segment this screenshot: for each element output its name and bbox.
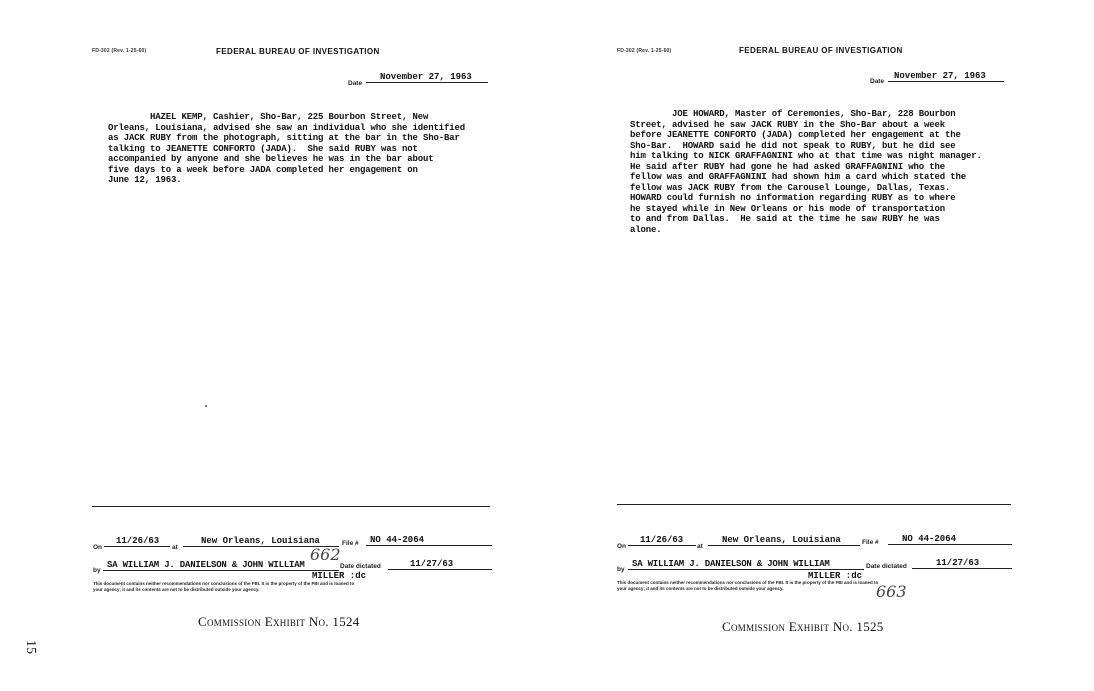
speck-mark	[205, 405, 207, 407]
interview-body: HAZEL KEMP, Cashier, Sho-Bar, 225 Bourbon Street, New Orleans, Louisiana, advised she saw an individual who she identified as JACK RUBY from the photograph, sitting at the bar in the Sho-Bar talking to JEANETTE CONFORTO (JADA). She said RUBY was not accompanied by anyone and she believes he was in the bar about five days to a week before JADA completed her engagement on June 12, 1963.	[108, 112, 466, 185]
dictated-label: Date dictated	[866, 563, 907, 570]
file-label: File #	[862, 539, 879, 546]
file-number: NO 44-2064	[366, 535, 492, 546]
at-label: at	[172, 544, 178, 551]
file-label: File #	[342, 540, 359, 547]
agency-header: FEDERAL BUREAU OF INVESTIGATION	[739, 46, 903, 55]
by-label: by	[93, 567, 101, 574]
date-label: Date	[870, 78, 885, 85]
dictated-label: Date dictated	[340, 563, 381, 570]
dictated-date: 11/27/63	[912, 558, 1012, 569]
interview-location: New Orleans, Louisiana	[183, 536, 339, 547]
footnote-line-2: your agency; it and its contents are not to be distributed outside your agency.	[93, 587, 260, 592]
handwritten-page-number: 663	[876, 582, 907, 601]
footnote-line-1: This document contains neither recommendations nor conclusions of the FBI. It is the property of the FBI and is loaned to	[617, 580, 879, 585]
interview-date: 11/26/63	[628, 535, 696, 546]
footnote-line-2: your agency; it and its contents are not to be distributed outside your agency.	[617, 586, 784, 591]
divider-line	[92, 506, 490, 507]
file-number: NO 44-2064	[888, 534, 1012, 545]
report-date: November 27, 1963	[888, 71, 1004, 82]
form-code: FD-302 (Rev. 1-25-60)	[617, 48, 672, 54]
interview-body: JOE HOWARD, Master of Ceremonies, Sho-Bar, 228 Bourbon Street, advised he saw JACK RUBY in the Sho-Bar about a week before JEANETTE CONFORTO (JADA) completed her engagement at the Sho-Bar. HOWARD said he did not speak to RUBY, but he did see him talking to NICK GRAFFAGNINI who at that time was night manager. He said after RUBY had gone he had asked GRAFFAGNINI who the fellow was and GRAFFAGNINI had shown him a card which stated the fellow was JACK RUBY from the Carousel Lounge, Dallas, Texas. HOWARD could furnish no information regarding RUBY as to where he stayed while in New Orleans or his mode of transportation to and from Dallas. He said at the time he saw RUBY he was alone.	[630, 109, 982, 235]
exhibit-caption: Commission Exhibit No. 1525	[722, 619, 884, 634]
agency-header: FEDERAL BUREAU OF INVESTIGATION	[216, 47, 380, 56]
dictated-date: 11/27/63	[388, 559, 492, 570]
agents-name-continued: MILLER :dc	[808, 571, 863, 581]
exhibit-caption: Commission Exhibit No. 1524	[198, 614, 360, 629]
on-label: On	[93, 544, 103, 551]
agents-name: SA WILLIAM J. DANIELSON & JOHN WILLIAM	[103, 560, 339, 571]
page-number: 15	[23, 640, 38, 654]
interview-date: 11/26/63	[104, 536, 170, 547]
handwritten-page-number: 662	[310, 545, 341, 564]
by-label: by	[617, 566, 625, 573]
footnote-line-1: This document contains neither recommendations nor conclusions of the FBI. It is the property of the FBI and is loaned to	[93, 581, 355, 586]
divider-line	[617, 504, 1011, 505]
at-label: at	[697, 543, 703, 550]
report-date: November 27, 1963	[366, 72, 488, 83]
on-label: On	[617, 543, 627, 550]
agents-name-continued: MILLER :dc	[312, 571, 367, 581]
agents-name: SA WILLIAM J. DANIELSON & JOHN WILLIAM	[628, 559, 864, 570]
form-code: FD-302 (Rev. 1-25-60)	[92, 48, 147, 54]
date-label: Date	[348, 80, 363, 87]
interview-location: New Orleans, Louisiana	[708, 535, 860, 546]
